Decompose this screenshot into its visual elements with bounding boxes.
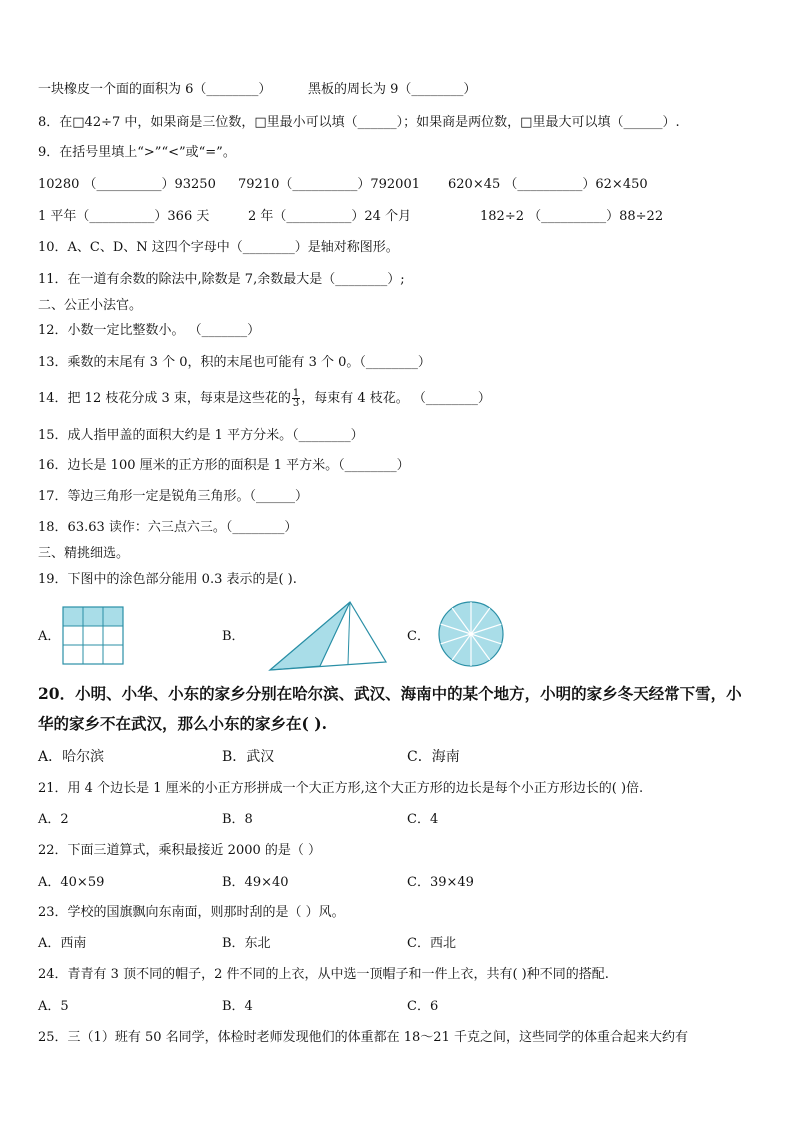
q9-compare-3: 620×45 （__________）62×450 (448, 177, 648, 192)
q24-option-a[interactable]: A．5 (38, 999, 69, 1014)
question-17: 17．等边三角形一定是锐角三角形。（______） (38, 489, 309, 504)
triangle-figure (268, 600, 388, 672)
question-8: 8．在□42÷7 中，如果商是三位数，□里最小可以填（______）；如果商是两位数，□里最大可以填（______）. (38, 115, 680, 130)
q7-part1: 一块橡皮一个面的面积为 6（________） (38, 82, 272, 97)
q19-option-b[interactable]: B． (222, 629, 245, 644)
question-20-line-2: 华的家乡不在武汉，那么小东的家乡在( ). (38, 714, 327, 733)
q20-option-b[interactable]: B．武汉 (222, 749, 275, 765)
q24-option-c[interactable]: C．6 (407, 999, 439, 1014)
question-19: 19．下图中的涂色部分能用 0.3 表示的是( ). (38, 572, 297, 587)
q23-option-a[interactable]: A．西南 (38, 936, 87, 951)
q21-option-c[interactable]: C．4 (407, 812, 439, 827)
question-11: 11．在一道有余数的除法中,除数是 7,余数最大是（________）; (38, 272, 405, 287)
q9-compare-4: 1 平年（__________）366 天 (38, 209, 210, 224)
question-15: 15．成人指甲盖的面积大约是 1 平方分米。（________） (38, 428, 364, 443)
question-21: 21．用 4 个边长是 1 厘米的小正方形拼成一个大正方形,这个大正方形的边长是每个小正方形边长的( )倍. (38, 781, 644, 796)
question-24: 24．青青有 3 顶不同的帽子，2 件不同的上衣，从中选一顶帽子和一件上衣，共有( )种不同的搭配. (38, 967, 609, 982)
q14-text-after: ，每束有 4 枝花。 （________） (301, 391, 491, 406)
triangle-divider (348, 602, 350, 664)
question-10: 10．A、C、D、N 这四个字母中（________）是轴对称图形。 (38, 240, 399, 255)
q9-compare-2: 79210（__________）792001 (238, 177, 420, 192)
question-16: 16．边长是 100 厘米的正方形的面积是 1 平方米。（________） (38, 458, 410, 473)
q7-part2: 黑板的周长为 9（________） (308, 82, 477, 97)
q23-option-b[interactable]: B．东北 (222, 936, 271, 951)
section-2-heading: 二、公正小法官。 (38, 298, 143, 313)
q19-option-a[interactable]: A． (38, 629, 61, 644)
q23-option-c[interactable]: C．西北 (407, 936, 456, 951)
q22-option-a[interactable]: A．40×59 (38, 875, 105, 890)
grid-figure (62, 606, 124, 666)
q20-option-a[interactable]: A．哈尔滨 (38, 749, 105, 765)
circle-figure (437, 600, 505, 668)
q14-text-before: 14．把 12 枝花分成 3 束，每束是这些花的 (38, 391, 291, 406)
question-14 (38, 389, 491, 408)
fraction-one-third (292, 389, 300, 408)
q21-option-a[interactable]: A．2 (38, 812, 69, 827)
q9-compare-1: 10280 （__________）93250 (38, 177, 216, 192)
fraction-numerator: 1 (292, 388, 300, 399)
q21-option-b[interactable]: B．8 (222, 812, 253, 827)
q22-option-b[interactable]: B．49×40 (222, 875, 289, 890)
question-23: 23．学校的国旗飘向东南面，则那时刮的是（ ）风。 (38, 905, 345, 920)
question-22: 22．下面三道算式，乘积最接近 2000 的是（ ） (38, 843, 322, 858)
question-18: 18．63.63 读作：六三点六三。（________） (38, 520, 298, 535)
section-3-heading: 三、精挑细选。 (38, 546, 130, 561)
question-9: 9．在括号里填上“>”“<”或“=”。 (38, 145, 236, 160)
q9-compare-6: 182÷2 （__________）88÷22 (480, 209, 664, 224)
grid-shaded-row (63, 607, 123, 626)
q20-option-c[interactable]: C．海南 (407, 749, 460, 765)
question-12: 12．小数一定比整数小。 （_______） (38, 323, 261, 338)
q22-option-c[interactable]: C．39×49 (407, 875, 474, 890)
question-25: 25．三（1）班有 50 名同学，体检时老师发现他们的体重都在 18～21 千克之间，这些同学的体重合起来大约有 (38, 1030, 688, 1045)
question-20-line-1: 20．小明、小华、小东的家乡分别在哈尔滨、武汉、海南中的某个地方，小明的家乡冬天经常下雪，小 (38, 684, 742, 703)
fraction-denominator: 3 (292, 398, 300, 409)
q24-option-b[interactable]: B．4 (222, 999, 253, 1014)
question-13: 13．乘数的末尾有 3 个 0，积的末尾也可能有 3 个 0。（________） (38, 355, 431, 370)
q19-option-c[interactable]: C． (407, 629, 430, 644)
q9-compare-5: 2 年（__________）24 个月 (248, 209, 412, 224)
